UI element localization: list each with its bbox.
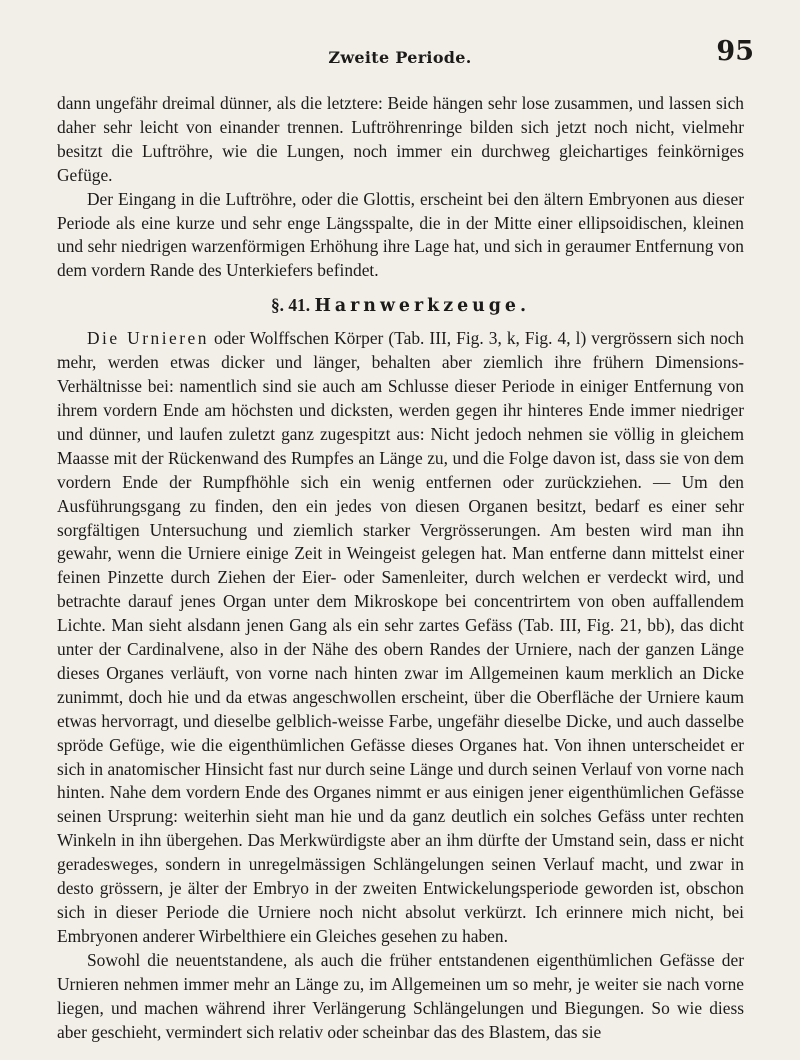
spaced-term: Die Urnieren: [87, 328, 209, 349]
running-title: Zweite Periode.: [328, 48, 472, 67]
page-body: [57, 92, 744, 1044]
paragraph-gefaesse: Sowohl die neuentstandene, als auch die früher entstandenen eigenthümlichen Gefässe der Urnieren nehmen immer mehr an Länge zu, im Allgemeinen um so mehr, je weiter sie nach vorne liegen, und machen während ihrer Verlängerung Schlängelungen und Biegungen. So wie diess aber geschieht, vermindert sich relativ oder scheinbar das des Blastem, das sie: [57, 949, 744, 1042]
paragraph-glottis: Der Eingang in die Luftröhre, oder die Glottis, erscheint bei den ältern Embryonen aus dieser Periode als eine kurze und sehr enge Längsspalte, die in der Mitte einer ellipsoidischen, kleinen und sehr niedrigen warzenförmigen Erhöhung ihre Lage hat, und sich in geraumer Entfernung von dem vordern Rande des Unterkiefers befindet.: [57, 188, 744, 281]
paragraph-continued: dann ungefähr dreimal dünner, als die letztere: Beide hängen sehr lose zusammen, und lassen sich daher sehr leicht von einander trennen. Luftröhrenringe bilden sich jetzt noch nicht, vielmehr besitzt die Luftröhre, wie die Lungen, noch immer ein durchweg gleichartiges feinkörniges Gefüge.: [57, 93, 744, 185]
paragraph-urnieren-text: oder Wolffschen Körper (Tab. III, Fig. 3, k, Fig. 4, l) vergrössern sich noch mehr, werden etwas dicker und länger, behalten aber ziemlich ihre frühern Dimensions-Verhältnisse bei: namentlich sind sie auch am Schlusse dieser Periode in einiger Entfernung von ihrem vordern Ende am höchsten und dicksten, werden gegen ihr hinteres Ende immer niedriger und dünner, und laufen zuletzt ganz zugespitzt aus: Nicht jedoch nehmen sie völlig in gleichem Maasse mit der Rückenwand des Rumpfes an Länge zu, und die Folge davon ist, dass sie von dem vordern Ende der Rumpfhöhle sich ein wenig entfernen oder zurückziehen. — Um den Ausführungsgang zu finden, den ein jedes von diesen Organen besitzt, bedarf es einer sehr sorgfältigen Untersuchung und ziemlich starker Vergrösserungen. Am besten wird man ihn gewahr, wenn die Urniere einige Zeit in Weingeist gelegen hat. Man entferne dann mittelst einer feinen Pinzette durch Ziehen der Eier- oder Samenleiter, durch welchen er verdeckt wird, und betrachte darauf jenes Organ unter dem Mikroskope bei concentrirtem von oben auffallendem Lichte. Man sieht alsdann jenen Gang als ein sehr zartes Gefäss (Tab. III, Fig. 21, bb), das dicht unter der Cardinalvene, also in der Nähe des obern Randes der Urniere, nach der ganzen Länge dieses Organes verläuft, von vorne nach hinten zwar im Allgemeinen kaum merklich an Dicke zunimmt, doch hie und da etwas angeschwollen erscheint, über die Oberfläche der Urniere kaum etwas hervorragt, und dieselbe gelblich-weisse Farbe, ungefähr dieselbe Dicke, und auch dasselbe spröde Gefüge, wie die eigenthümlichen Gefässe dieses Organes hat. Von ihnen unterscheidet er sich in anatomischer Hinsicht fast nur durch seine Länge und durch seinen Verlauf von vorne nach hinten. Nahe dem vordern Ende des Organes nimmt er aus einigen jener eigenthümlichen Gefässe seinen Ursprung: weiterhin sieht man hie und da ganz deutlich ein solches Gefäss unter rechten Winkeln in ihn übergehen. Das Merkwürdigste aber an ihm dürfte der Umstand sein, dass er nicht geradesweges, sondern in unregelmässigen Schlängelungen seinen Verlauf macht, und zwar in desto grössern, je älter der Embryo in der zweiten Entwickelungsperiode geworden ist, obschon sich in dieser Periode die Urniere noch nicht absolut verkürzt. Ich erinnere mich nicht, bei Embryonen anderer Wirbelthiere ein Gleiches gesehen zu haben.: [57, 328, 744, 946]
section-title: Harnwerkzeuge.: [314, 296, 531, 317]
section-heading: [57, 292, 744, 319]
section-number: §. 41.: [270, 295, 311, 316]
page-number: 95: [716, 36, 754, 67]
paragraph-urnieren: [57, 327, 744, 949]
